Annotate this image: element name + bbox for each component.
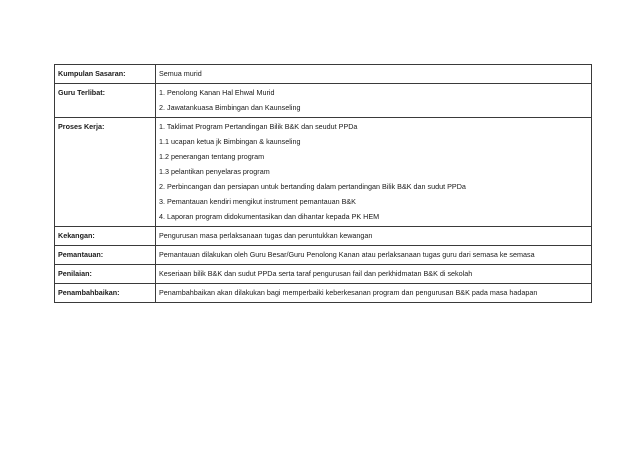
value-line: 2. Perbincangan dan persiapan untuk bertanding dalam pertandingan Bilik B&K dan sudut PPDa — [159, 182, 466, 191]
value-line: 1. Taklimat Program Pertandingan Bilik B&K dan seudut PPDa — [159, 122, 358, 131]
row-value — [156, 84, 592, 118]
value-line: 3. Pemantauan kendiri mengikut instrument pemantauan B&K — [159, 197, 356, 206]
row-label: Kumpulan Sasaran: — [55, 65, 156, 84]
row-value — [156, 65, 592, 84]
table-row — [55, 265, 592, 284]
table-row — [55, 246, 592, 265]
row-value — [156, 118, 592, 227]
table-row — [55, 118, 592, 227]
value-line: Pemantauan dilakukan oleh Guru Besar/Guru Penolong Kanan atau perlaksanaan tugas guru dari semasa ke semasa — [159, 250, 535, 259]
value-line: 1. Penolong Kanan Hal Ehwal Murid — [159, 88, 275, 97]
value-line: Semua murid — [159, 69, 202, 78]
value-line: 1.3 pelantikan penyelaras program — [159, 167, 270, 176]
program-info-table — [54, 64, 592, 303]
row-value — [156, 265, 592, 284]
value-line: 1.2 penerangan tentang program — [159, 152, 265, 161]
value-line: Pengurusan masa perlaksanaan tugas dan peruntukkan kewangan — [159, 231, 373, 240]
row-label: Guru Terlibat: — [55, 84, 156, 118]
value-line: Keseriaan bilik B&K dan sudut PPDa serta taraf pengurusan fail dan perkhidmatan B&K di sekolah — [159, 269, 473, 278]
value-line: 4. Laporan program didokumentasikan dan dihantar kepada PK HEM — [159, 212, 380, 221]
row-label: Penilaian: — [55, 265, 156, 284]
value-line: Penambahbaikan akan dilakukan bagi memperbaiki keberkesanan program dan pengurusan B&K pada masa hadapan — [159, 288, 538, 297]
value-line: 2. Jawatankuasa Bimbingan dan Kaunseling — [159, 103, 301, 112]
row-label: Kekangan: — [55, 227, 156, 246]
table-row — [55, 227, 592, 246]
table-row — [55, 284, 592, 303]
table-row — [55, 84, 592, 118]
row-value — [156, 227, 592, 246]
row-label: Proses Kerja: — [55, 118, 156, 227]
value-line: 1.1 ucapan ketua jk Bimbingan & kaunseling — [159, 137, 301, 146]
table-row — [55, 65, 592, 84]
row-label: Penambahbaikan: — [55, 284, 156, 303]
row-value — [156, 284, 592, 303]
row-label: Pemantauan: — [55, 246, 156, 265]
row-value — [156, 246, 592, 265]
